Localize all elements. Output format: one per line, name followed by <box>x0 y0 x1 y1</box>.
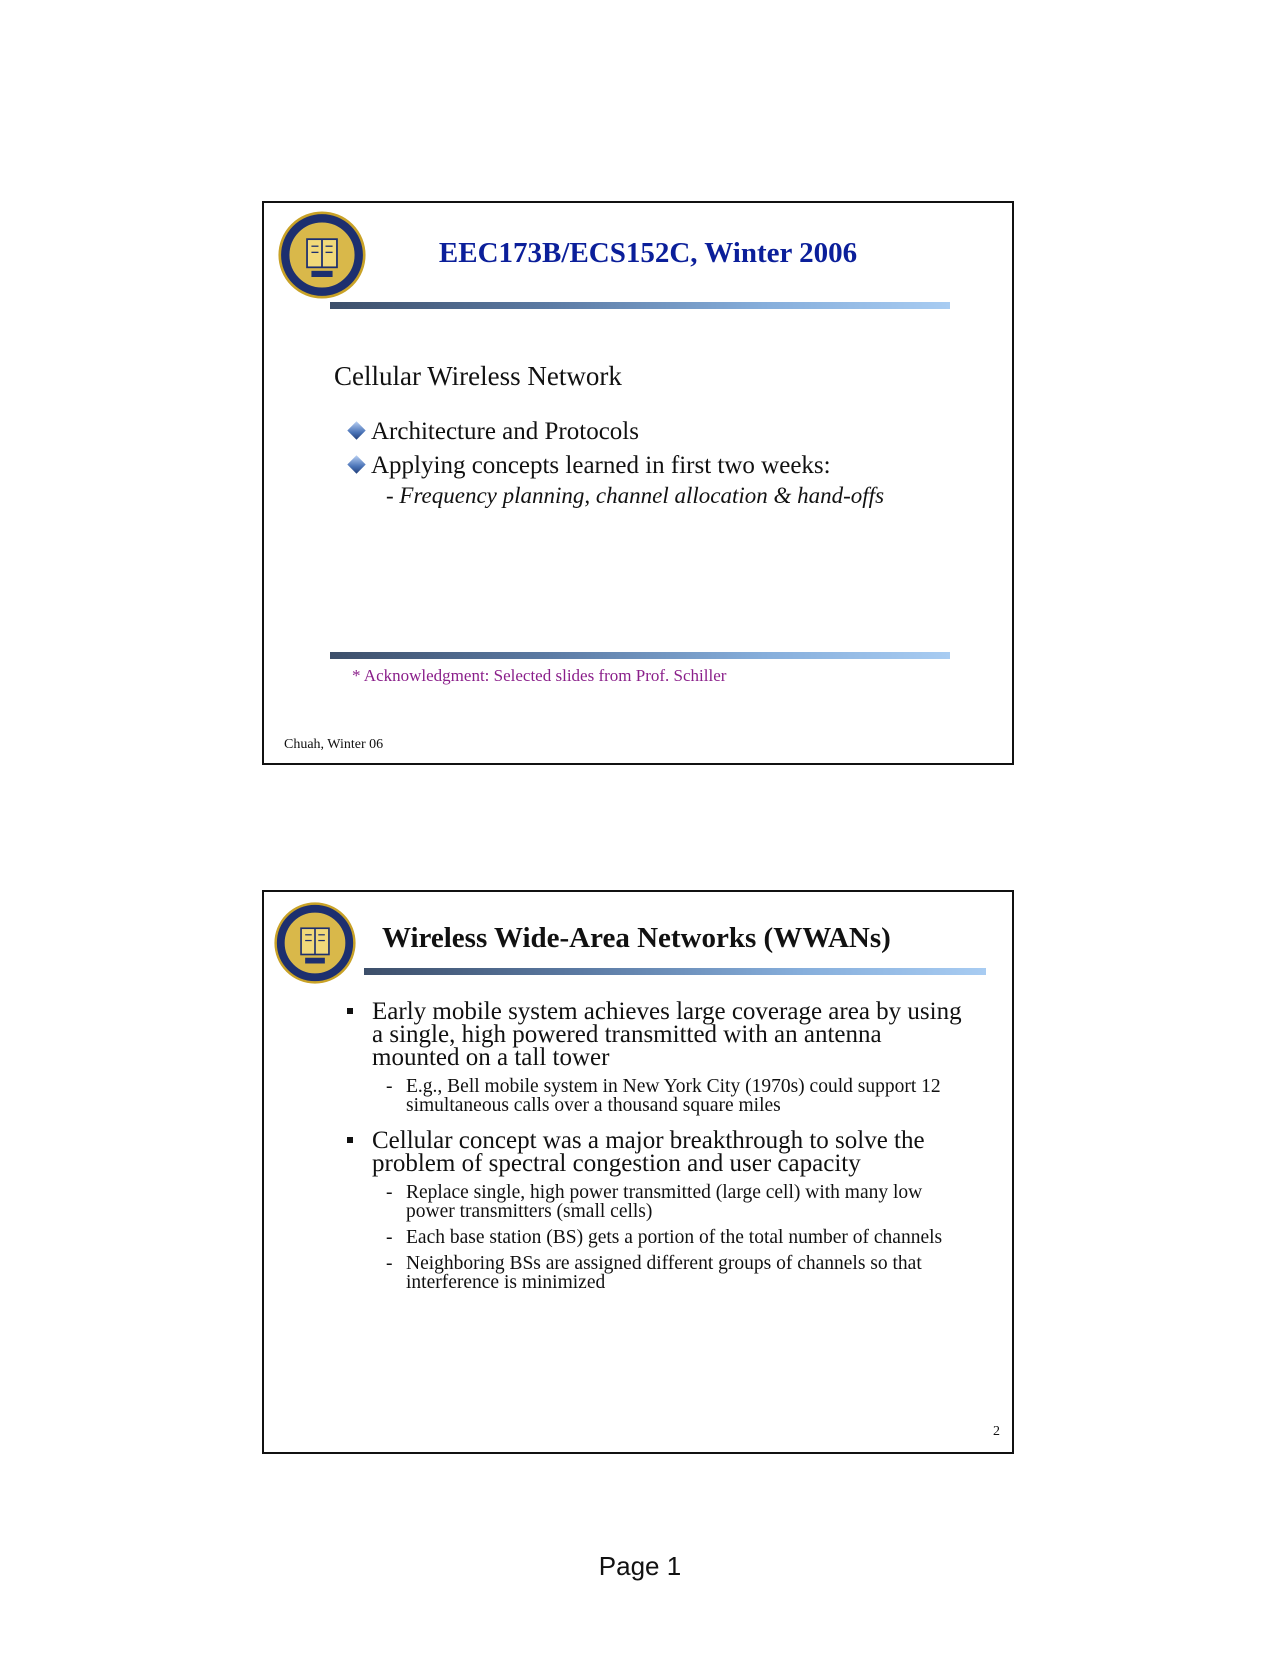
footer-divider <box>330 652 950 659</box>
list-item-text: Applying concepts learned in first two weeks: <box>371 452 831 479</box>
list-item <box>344 1129 964 1175</box>
sub-item-text: E.g., Bell mobile system in New York City (1970s) could support 12 simultaneous calls over a thousand square miles <box>406 1076 941 1116</box>
list-item <box>371 415 884 449</box>
sub-list-item <box>344 1228 964 1247</box>
sub-list-item <box>344 1254 964 1292</box>
diamond-bullet-icon <box>347 421 365 439</box>
sub-list-item <box>344 1077 964 1115</box>
list-item-text: Cellular concept was a major breakthrough to solve the problem of spectral congestion and user capacity <box>372 1127 925 1177</box>
title-divider <box>364 968 986 975</box>
dash-bullet: - <box>386 1227 393 1248</box>
acknowledgment: * Acknowledgment: Selected slides from Prof. Schiller <box>352 666 727 685</box>
list-item <box>344 1000 964 1069</box>
dash-bullet: - <box>386 1076 393 1097</box>
sub-item-text: Replace single, high power transmitted (large cell) with many low power transmitters (small cells) <box>406 1182 923 1222</box>
list-item-text: Architecture and Protocols <box>371 418 639 445</box>
diamond-bullet-icon <box>347 455 365 473</box>
page-label: Page 1 <box>598 1551 682 1581</box>
sub-list-item <box>344 1183 964 1221</box>
dash-bullet: - <box>386 1253 393 1274</box>
sub-item-text: Each base station (BS) gets a portion of the total number of channels <box>406 1227 943 1248</box>
slide-page-number: 2 <box>993 1424 1000 1439</box>
dash-bullet: - <box>386 1182 393 1203</box>
square-bullet-icon <box>347 1008 353 1014</box>
slide-title: EEC173B/ECS152C, Winter 2006 <box>438 237 858 269</box>
slide-body <box>344 1000 964 1299</box>
slide-heading: Cellular Wireless Network <box>334 361 622 391</box>
slide-2 <box>262 890 1014 1454</box>
slide-1 <box>262 201 1014 765</box>
slide-title: Wireless Wide-Area Networks (WWANs) <box>382 922 891 954</box>
list-item-text: Early mobile system achieves large coverage area by using a single, high powered transmitted with an antenna mounted on a tall tower <box>372 998 962 1071</box>
sub-item-text: - Frequency planning, channel allocation & hand-offs <box>386 483 885 508</box>
sub-item-text: Neighboring BSs are assigned different groups of channels so that interference is minimized <box>406 1253 922 1293</box>
bullet-list <box>371 415 885 509</box>
slide-footer: Chuah, Winter 06 <box>284 737 384 752</box>
title-divider <box>330 302 950 309</box>
square-bullet-icon <box>347 1137 353 1143</box>
list-item <box>371 449 885 509</box>
university-seal-icon <box>274 902 356 984</box>
